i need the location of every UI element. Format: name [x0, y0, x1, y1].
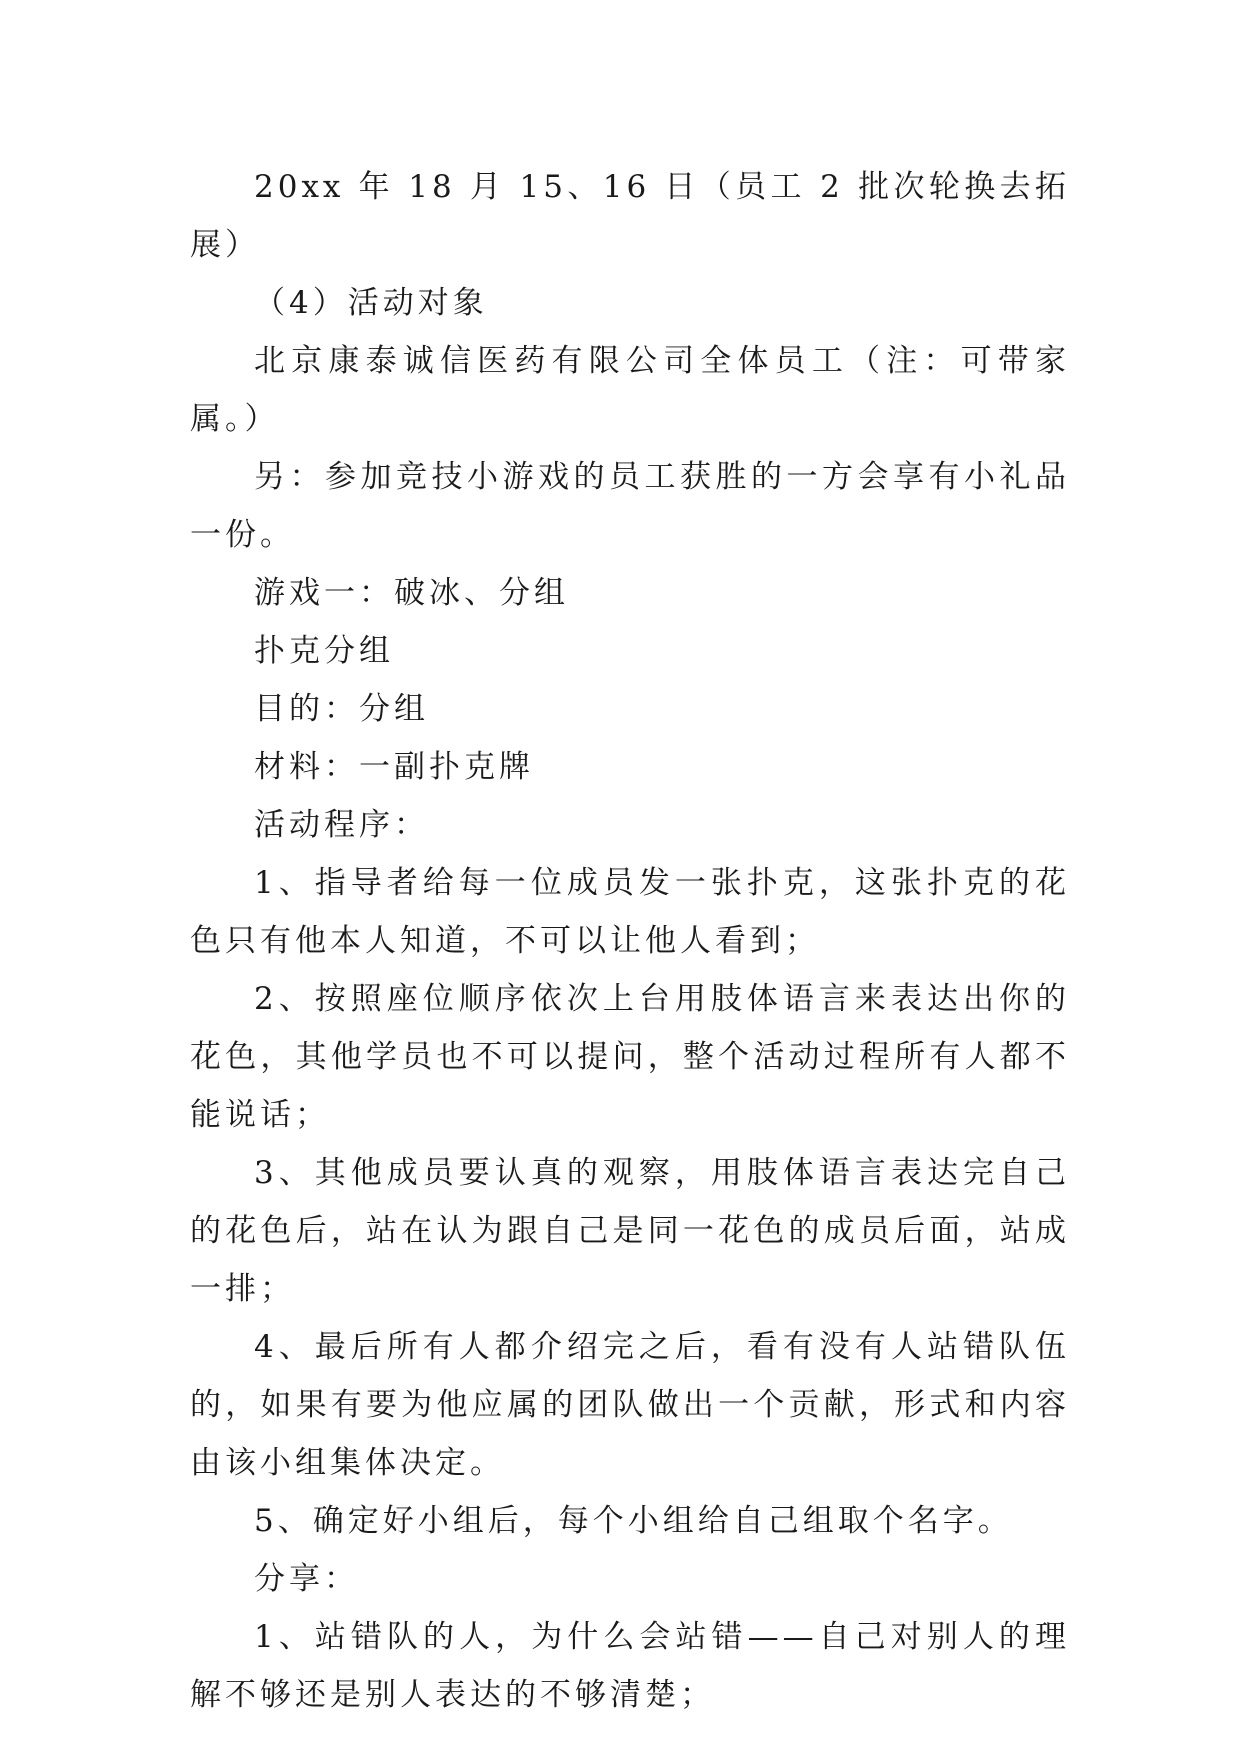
paragraph-poker-grouping: 扑克分组 — [254, 633, 394, 669]
paragraph-prize-note: 另：参加竞技小游戏的员工获胜的一方会享有小礼品一份。 — [190, 459, 1070, 553]
paragraph-purpose: 目的：分组 — [254, 691, 429, 727]
paragraph-materials: 材料：一副扑克牌 — [254, 749, 534, 785]
paragraph-procedure-step-3: 3、其他成员要认真的观察，用肢体语言表达完自己的花色后，站在认为跟自己是同一花色的成员后面，站成一排； — [190, 1155, 1070, 1307]
paragraph-date: 20xx 年 18 月 15、16 日（员工 2 批次轮换去拓展） — [190, 169, 1070, 263]
paragraph-procedure-step-2: 2、按照座位顺序依次上台用肢体语言来表达出你的花色，其他学员也不可以提问，整个活动过程所有人都不能说话； — [190, 981, 1070, 1133]
paragraph-participants: 北京康泰诚信医药有限公司全体员工（注：可带家属。） — [190, 343, 1070, 437]
paragraph-procedure-heading: 活动程序： — [254, 807, 429, 843]
paragraph-share-heading: 分享： — [254, 1561, 359, 1597]
document-body — [190, 158, 1070, 1724]
paragraph-game-one-title: 游戏一：破冰、分组 — [254, 575, 569, 611]
paragraph-heading-activity-target: （4）活动对象 — [254, 285, 488, 321]
paragraph-procedure-step-1: 1、指导者给每一位成员发一张扑克，这张扑克的花色只有他本人知道，不可以让他人看到； — [190, 865, 1070, 959]
paragraph-procedure-step-5: 5、确定好小组后，每个小组给自己组取个名字。 — [254, 1503, 1013, 1539]
paragraph-procedure-step-4: 4、最后所有人都介绍完之后，看有没有人站错队伍的，如果有要为他应属的团队做出一个贡献，形式和内容由该小组集体决定。 — [190, 1329, 1070, 1481]
paragraph-share-item-1: 1、站错队的人，为什么会站错——自己对别人的理解不够还是别人表达的不够清楚； — [190, 1619, 1070, 1713]
